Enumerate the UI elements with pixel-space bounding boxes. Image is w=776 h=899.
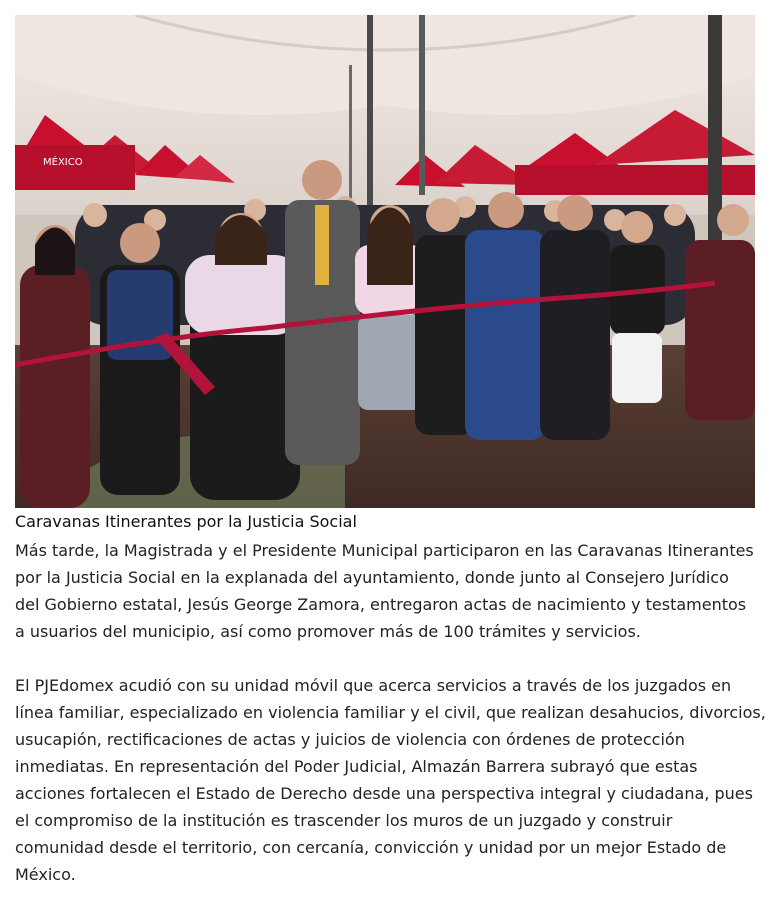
- paragraph-line: inmediatas. En representación del Poder Judicial, Almazán Barrera subrayó que estas: [15, 757, 698, 776]
- paragraph-line: del Gobierno estatal, Jesús George Zamora, entregaron actas de nacimiento y testamentos: [15, 595, 747, 614]
- paragraph-line: acciones fortalecen el Estado de Derecho desde una perspectiva integral y ciudadana, pues: [15, 784, 753, 803]
- paragraph-line: Más tarde, la Magistrada y el Presidente Municipal participaron en las Caravanas Itinerantes: [15, 541, 754, 560]
- ribbon-cutting-illustration: [15, 15, 755, 508]
- paragraph-line: usucapión, rectificaciones de actas y juicios de violencia con órdenes de protección: [15, 730, 685, 749]
- paragraph-line: el compromiso de la institución es trascender los muros de un juzgado y construir: [15, 811, 673, 830]
- paragraph-line: por la Justicia Social en la explanada del ayuntamiento, donde junto al Consejero Jurídico: [15, 568, 729, 587]
- paragraph-line: línea familiar, especializado en violencia familiar y el civil, que realizan desahucios, divorcios,: [15, 703, 766, 722]
- paragraph-line: México.: [15, 865, 76, 884]
- paragraph-line: comunidad desde el territorio, con cercanía, convicción y unidad por un mejor Estado de: [15, 838, 727, 857]
- article-paragraph-2: [15, 672, 766, 888]
- photo-caption: Caravanas Itinerantes por la Justicia Social: [15, 512, 357, 531]
- ribbon-cutting-photo: [15, 15, 755, 508]
- paragraph-line: a usuarios del municipio, así como promover más de 100 trámites y servicios.: [15, 622, 641, 641]
- article-paragraph-1: [15, 537, 763, 645]
- tent-banner-text: MÉXICO: [43, 157, 83, 168]
- paragraph-line: El PJEdomex acudió con su unidad móvil que acerca servicios a través de los juzgados en: [15, 676, 732, 695]
